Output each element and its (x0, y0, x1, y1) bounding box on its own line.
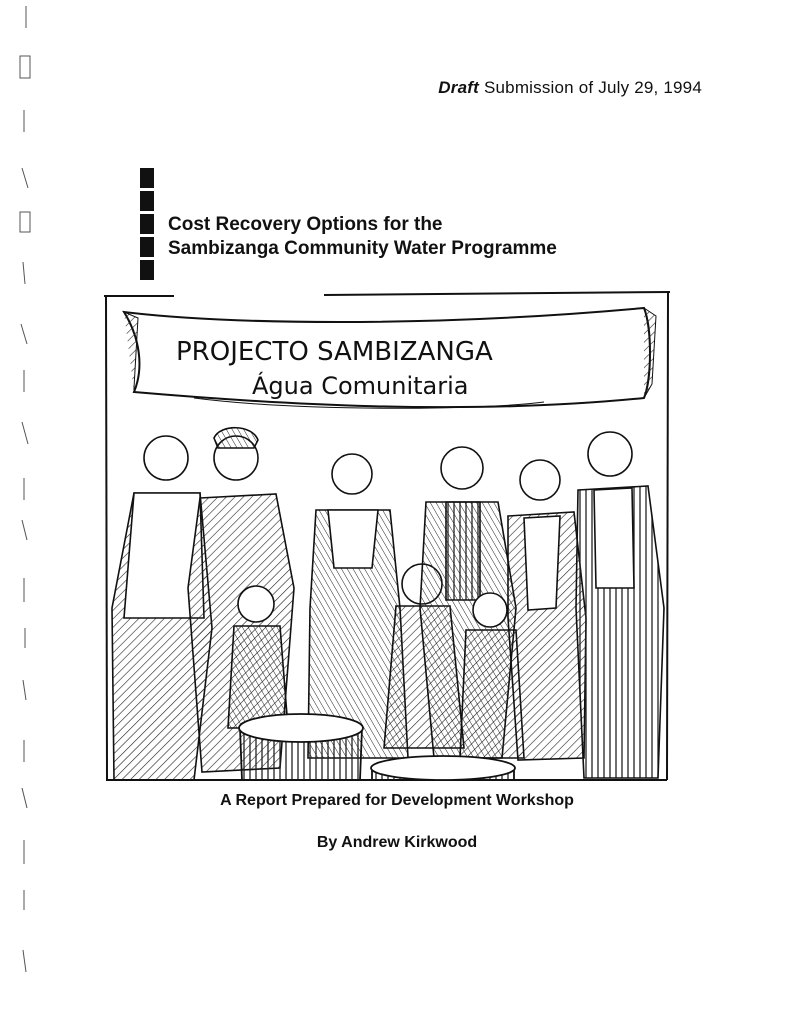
title-line-1: Cost Recovery Options for the (168, 214, 443, 235)
figure-woman-right (508, 460, 586, 760)
report-author: By Andrew Kirkwood (316, 834, 478, 851)
submission-date: Submission of July 29, 1994 (483, 78, 702, 97)
title-accent-bar (140, 168, 154, 280)
report-caption: A Report Prepared for Development Workshop (220, 792, 574, 809)
title-line-2: Sambizanga Community Water Programme (168, 238, 557, 259)
figure-man-right (576, 432, 664, 778)
draft-label: Draft (438, 78, 479, 97)
scan-margin-marks (12, 0, 42, 1024)
banner (124, 308, 656, 408)
banner-line-2: Água Comunitaria (252, 372, 469, 400)
submission-line (438, 78, 702, 98)
report-title (168, 213, 557, 261)
community-illustration (104, 288, 670, 784)
water-drum-left (239, 714, 363, 780)
banner-line-1: PROJECTO SAMBIZANGA (176, 337, 493, 367)
water-drum-right (371, 756, 515, 780)
